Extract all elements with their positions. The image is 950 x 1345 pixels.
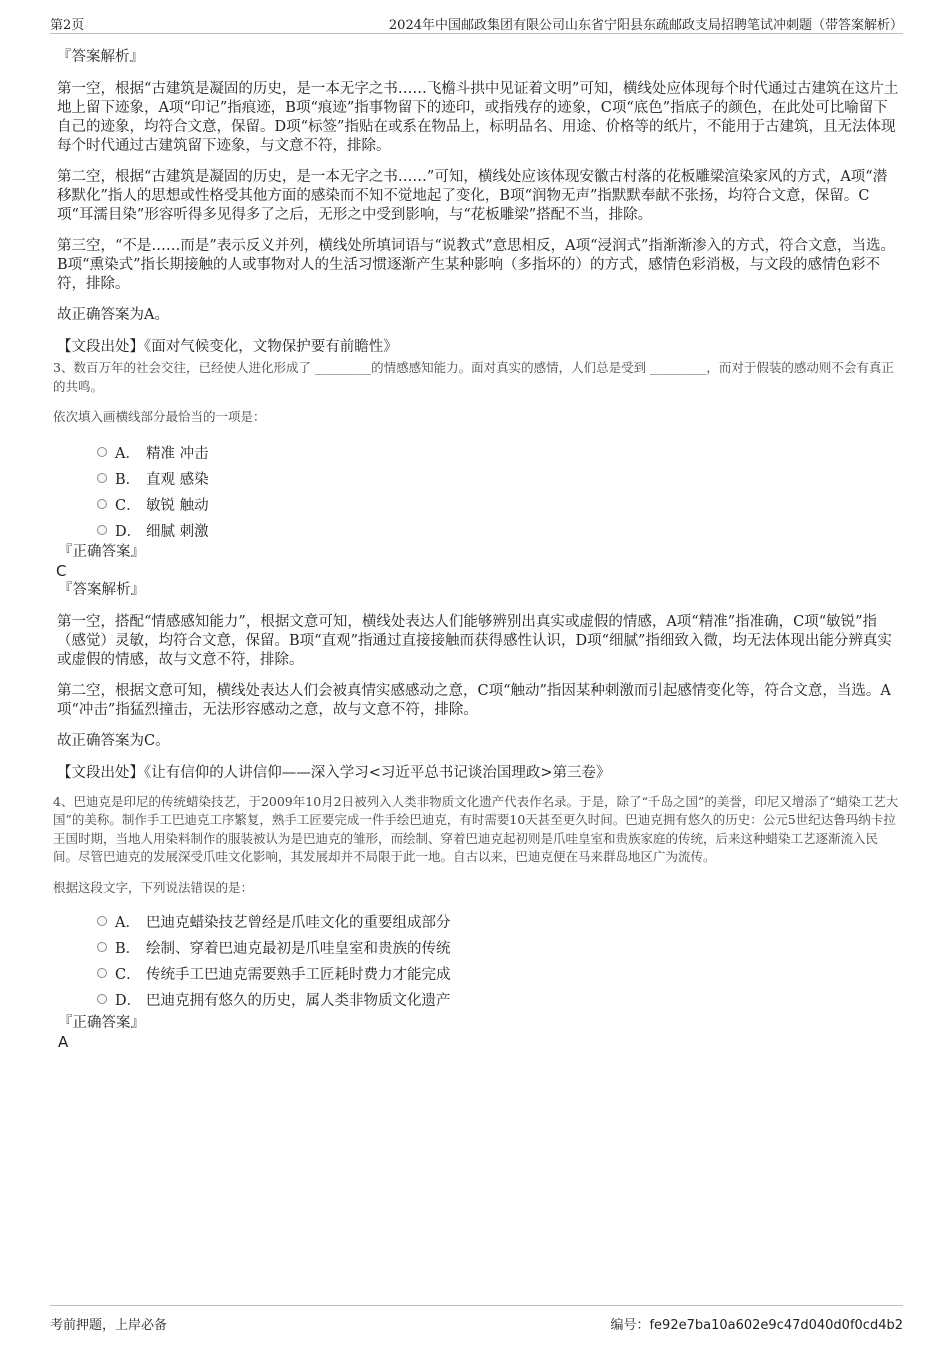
footer-slogan: 考前押题，上岸必备 (50, 1318, 168, 1333)
q4-option-d[interactable]: D． 巴迪克拥有悠久的历史，属人类非物质文化遗产 (57, 986, 899, 1012)
radio-icon[interactable] (97, 916, 107, 926)
q4-prompt: 根据这段文字，下列说法错误的是： (53, 879, 254, 895)
page-footer (50, 1305, 903, 1332)
q2-analysis-para-2: 第二空，根据“古建筑是凝固的历史，是一本无字之书……”可知，横线处应该体现安徽古村落的花板雕梁渲染家风的方式，A项“潜移默化”指人的思想或性格受其他方面的感染而不知不觉地起了变化，B项“润物无声”指默默奉献不张扬，均符合文意，保留。C项“耳濡目染”形容听得多见得多了之后，无形之中受到影响，与“花板雕梁”搭配不当，排除。 (57, 169, 888, 223)
radio-icon[interactable] (97, 499, 107, 509)
footer-id-code: fe92e7ba10a602e9c47d040d0f0cd4b2 (649, 1318, 903, 1333)
document-title: 2024年中国邮政集团有限公司山东省宁阳县东疏邮政支局招聘笔试冲刺题（带答案解析） (388, 18, 903, 33)
q3-options (57, 439, 899, 543)
radio-icon[interactable] (97, 447, 107, 457)
q3-option-b[interactable]: B． 直观 感染 (57, 465, 899, 491)
q3-prompt: 依次填入画横线部分最恰当的一项是： (53, 409, 266, 424)
radio-icon[interactable] (97, 968, 107, 978)
q4-options (57, 908, 899, 1012)
q4-stem: 4、巴迪克是印尼的传统蜡染技艺，于2009年10月2日被列入人类非物质文化遗产代表作名录。于是，除了“千岛之国”的美誉，印尼又增添了“蜡染工艺大国”的美称。制作手工巴迪克工序繁复，熟手工匠要完成一件手绘巴迪克，有时需要10天甚至更久时间。巴迪克拥有悠久的历史：公元5世纪达鲁玛纳卡拉王国时期，当地人用染料制作的服装被认为是巴迪克的雏形，而绘制、穿着巴迪克起初则是爪哇皇室和贵族家庭的传统，后来这种蜡染工艺逐渐流入民间。尽管巴迪克的发展深受爪哇文化影响，其发展却并不局限于此一地。自古以来，巴迪克便在马来群岛地区广为流传。 (53, 793, 899, 864)
footer-id (610, 1314, 903, 1333)
q2-conclusion: 故正确答案为A。 (57, 307, 169, 323)
q3-answer-label: 『正确答案』 (58, 543, 145, 560)
footer-id-label: 编号： (610, 1318, 650, 1333)
q3-option-c[interactable]: C． 敏锐 触动 (57, 491, 899, 517)
q3-conclusion: 故正确答案为C。 (57, 732, 170, 749)
q3-analysis-label: 『答案解析』 (58, 581, 145, 598)
q3-stem: 3、数百万年的社会交往，已经使人进化形成了 _________的情感感知能力。面对真实的感情，人们总是受到 _________，而对于假装的感动则不会有真正的共鸣。 (53, 360, 894, 394)
q4-answer-label: 『正确答案』 (58, 1015, 145, 1031)
q3-option-d[interactable]: D． 细腻 刺激 (57, 517, 899, 543)
q4-option-b[interactable]: B． 绘制、穿着巴迪克最初是爪哇皇室和贵族的传统 (57, 934, 899, 960)
q3-answer: C (56, 561, 67, 580)
q3-analysis-para-2: 第二空，根据文意可知，横线处表达人们会被真情实感感动之意，C项“触动”指因某种刺激而引起感情变化等，符合文意，当选。A项“冲击”指猛烈撞击，无法形容感动之意，故与文意不符，排除。 (57, 682, 891, 718)
q2-analysis-para-1: 第一空，根据“古建筑是凝固的历史，是一本无字之书……飞檐斗拱中见证着文明”可知，横线处应体现每个时代通过古建筑在这片土地上留下迹象，A项“印记”指痕迹，B项“痕迹”指事物留下的迹印，或指残存的迹象，C项“底色”指底子的颜色，在此处可比喻留下自己的迹象，均符合文意，保留。D项“标签”指贴在或系在物品上，标明品名、用途、价格等的纸片，不能用于古建筑，且无法体现每个时代通过古建筑留下迹象，与文意不符，排除。 (57, 81, 899, 154)
q3-analysis-para-1: 第一空，搭配“情感感知能力”，根据文意可知，横线处表达人们能够辨别出真实或虚假的情感，A项“精准”指准确，C项“敏锐”指（感觉）灵敏，均符合文意，保留。B项“直观”指通过直接接触而获得感性认识，D项“细腻”指细致入微，均无法体现出能分辨真实或虚假的情感，故与文意不符，排除。 (57, 613, 892, 668)
radio-icon[interactable] (97, 942, 107, 952)
q3-option-a[interactable]: A． 精准 冲击 (57, 439, 899, 465)
radio-icon[interactable] (97, 473, 107, 483)
q4-option-a[interactable]: A． 巴迪克蜡染技艺曾经是爪哇文化的重要组成部分 (57, 908, 899, 934)
q3-source: 【文段出处】《让有信仰的人讲信仰——深入学习<习近平总书记谈治国理政>第三卷》 (57, 764, 611, 781)
document-body (53, 47, 899, 1052)
q2-source: 【文段出处】《面对气候变化，文物保护要有前瞻性》 (57, 339, 398, 355)
q4-answer: A (58, 1033, 69, 1051)
q4-option-c[interactable]: C． 传统手工巴迪克需要熟手工匠耗时费力才能完成 (57, 960, 899, 986)
radio-icon[interactable] (97, 994, 107, 1004)
page-number: 第2页 (50, 18, 85, 33)
page-header (50, 13, 903, 34)
q2-analysis-para-3: 第三空，“不是……而是”表示反义并列，横线处所填词语与“说教式”意思相反，A项“浸润式”指渐渐渗入的方式，符合文意，当选。B项“熏染式”指长期接触的人或事物对人的生活习惯逐渐产生某种影响（多指坏的）的方式，感情色彩消极，与文段的感情色彩不符，排除。 (57, 238, 895, 292)
q2-analysis-label: 『答案解析』 (57, 49, 144, 65)
radio-icon[interactable] (97, 525, 107, 535)
